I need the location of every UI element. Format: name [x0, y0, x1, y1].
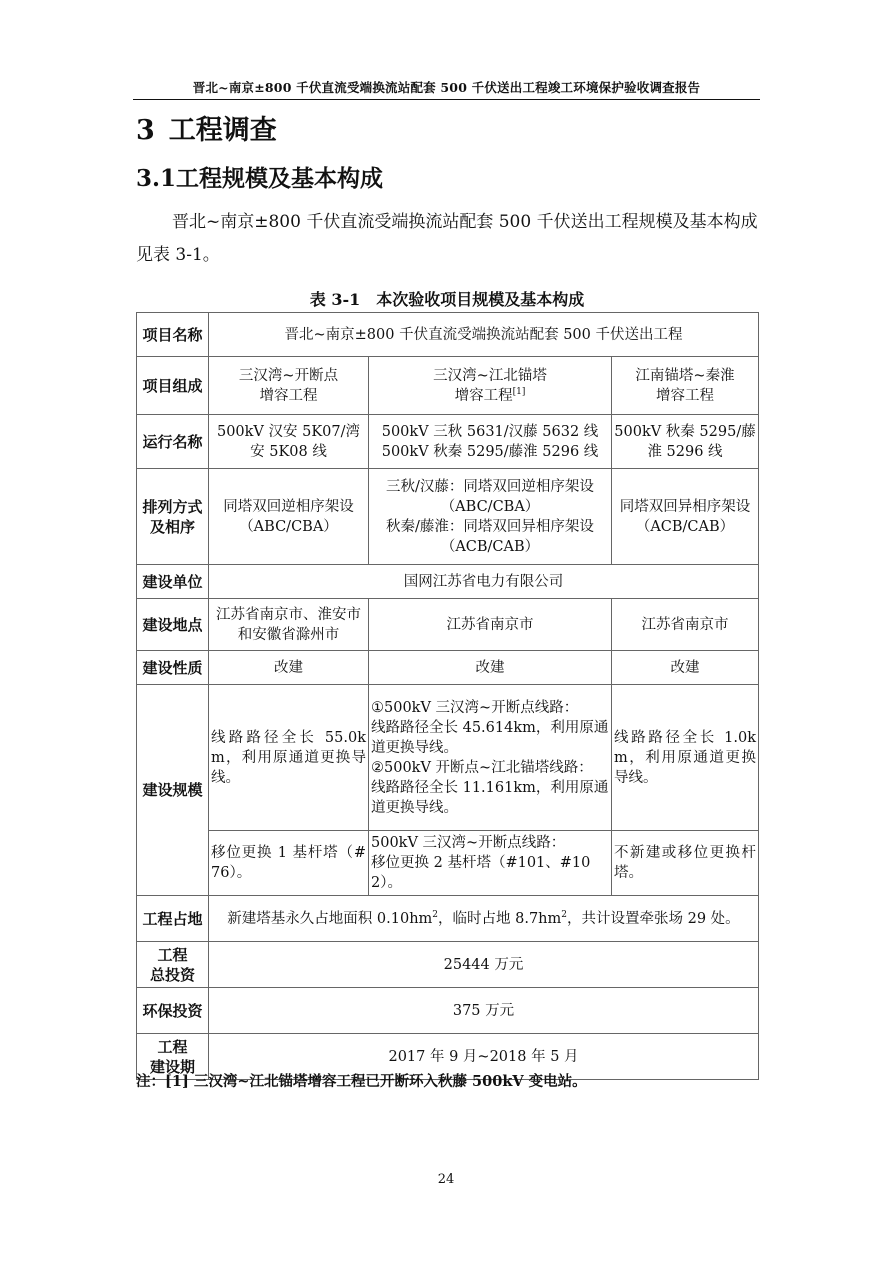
intro-paragraph — [136, 206, 758, 272]
value-period: 2017 年 9 月~2018 年 5 月 — [209, 1034, 759, 1080]
arrangement-col3: 同塔双回异相序架设 （ACB/CAB） — [612, 469, 759, 565]
label-operation-name: 运行名称 — [137, 415, 209, 469]
header-divider — [133, 99, 760, 100]
nature-col2: 改建 — [369, 651, 612, 685]
table-row-land — [137, 896, 759, 942]
table-row-location — [137, 599, 759, 651]
section-heading — [136, 108, 277, 147]
page-number: 24 — [437, 1172, 455, 1187]
label-builder: 建设单位 — [137, 565, 209, 599]
table-row-nature — [137, 651, 759, 685]
table-row-scale-1 — [137, 685, 759, 831]
value-env-investment: 375 万元 — [209, 988, 759, 1034]
section-title: 工程调查 — [168, 115, 277, 146]
page-header: 晋北~南京±800 千伏直流受端换流站配套 500 千伏送出工程竣工环境保护验收调查报告 — [192, 80, 701, 95]
label-scale: 建设规模 — [137, 685, 209, 896]
table-row-scale-2 — [137, 831, 759, 896]
scale-row2-col3: 不新建或移位更换杆塔。 — [612, 831, 759, 896]
subsection-heading: 3.1工程规模及基本构成 — [136, 165, 384, 192]
composition-col1: 三汉湾~开断点 增容工程 — [209, 357, 369, 415]
nature-col3: 改建 — [612, 651, 759, 685]
scale-row1-col2: ①500kV 三汉湾~开断点线路： 线路路径全长 45.614km，利用原通道更换导线。 ②500kV 开断点~江北锚塔线路： 线路路径全长 11.161km，利用原通道更换导线。 — [369, 685, 612, 831]
label-investment: 工程 总投资 — [137, 942, 209, 988]
intro-line-1: 晋北~南京±800 千伏直流受端换流站配套 500 千伏送出工程规模及基本构成 — [172, 212, 758, 232]
composition-col3: 江南锚塔~秦淮 增容工程 — [612, 357, 759, 415]
operation-col3: 500kV 秋秦 5295/藤淮 5296 线 — [612, 415, 759, 469]
label-period: 工程 建设期 — [137, 1034, 209, 1080]
value-land: 新建塔基永久占地面积 $0.10hm^2$，临时占地 $8.7hm^2$，共计设置牵张场 29 处。 — [209, 896, 759, 942]
arrangement-col2: 三秋/汉藤：同塔双回逆相序架设 （ABC/CBA） 秋秦/藤淮：同塔双回异相序架设 （ACB/CAB） — [369, 469, 612, 565]
table-row-investment — [137, 942, 759, 988]
table-row-arrangement — [137, 469, 759, 565]
table-footnote: 注：[1] 三汉湾~江北锚塔增容工程已开断环入秋藤 500kV 变电站。 — [136, 1073, 587, 1090]
operation-col1: 500kV 汉安 5K07/湾安 5K08 线 — [209, 415, 369, 469]
arrangement-col1: 同塔双回逆相序架设 （ABC/CBA） — [209, 469, 369, 565]
value-investment: 25444 万元 — [209, 942, 759, 988]
value-builder: 国网江苏省电力有限公司 — [209, 565, 759, 599]
label-composition: 项目组成 — [137, 357, 209, 415]
table-row-composition — [137, 357, 759, 415]
table-row-builder — [137, 565, 759, 599]
table-row-env-investment — [137, 988, 759, 1034]
table-row-operation-name — [137, 415, 759, 469]
location-col3: 江苏省南京市 — [612, 599, 759, 651]
scale-row1-col1: 线路路径全长 55.0km，利用原通道更换导线。 — [209, 685, 369, 831]
footnote-ref: [1] — [512, 386, 526, 397]
composition-col2: 三汉湾~江北锚塔 增容工程[1] — [369, 357, 612, 415]
table-row-project-name — [137, 313, 759, 357]
location-col2: 江苏省南京市 — [369, 599, 612, 651]
table-caption: 表 3-1 本次验收项目规模及基本构成 — [309, 290, 585, 309]
scale-row1-col3: 线路路径全长 1.0km，利用原通道更换导线。 — [612, 685, 759, 831]
label-location: 建设地点 — [137, 599, 209, 651]
location-col1: 江苏省南京市、淮安市和安徽省滁州市 — [209, 599, 369, 651]
section-number: 3 — [136, 115, 155, 146]
label-project-name: 项目名称 — [137, 313, 209, 357]
scale-row2-col2: 500kV 三汉湾~开断点线路： 移位更换 2 基杆塔（#101、#102）。 — [369, 831, 612, 896]
label-land: 工程占地 — [137, 896, 209, 942]
scale-row2-col1: 移位更换 1 基杆塔（#76）。 — [209, 831, 369, 896]
label-arrangement: 排列方式 及相序 — [137, 469, 209, 565]
value-project-name: 晋北~南京±800 千伏直流受端换流站配套 500 千伏送出工程 — [209, 313, 759, 357]
nature-col1: 改建 — [209, 651, 369, 685]
label-env-investment: 环保投资 — [137, 988, 209, 1034]
project-scale-table — [136, 312, 759, 1080]
intro-line-2: 见表 3-1。 — [136, 245, 220, 265]
label-nature: 建设性质 — [137, 651, 209, 685]
operation-col2: 500kV 三秋 5631/汉藤 5632 线 500kV 秋秦 5295/藤淮 5296 线 — [369, 415, 612, 469]
